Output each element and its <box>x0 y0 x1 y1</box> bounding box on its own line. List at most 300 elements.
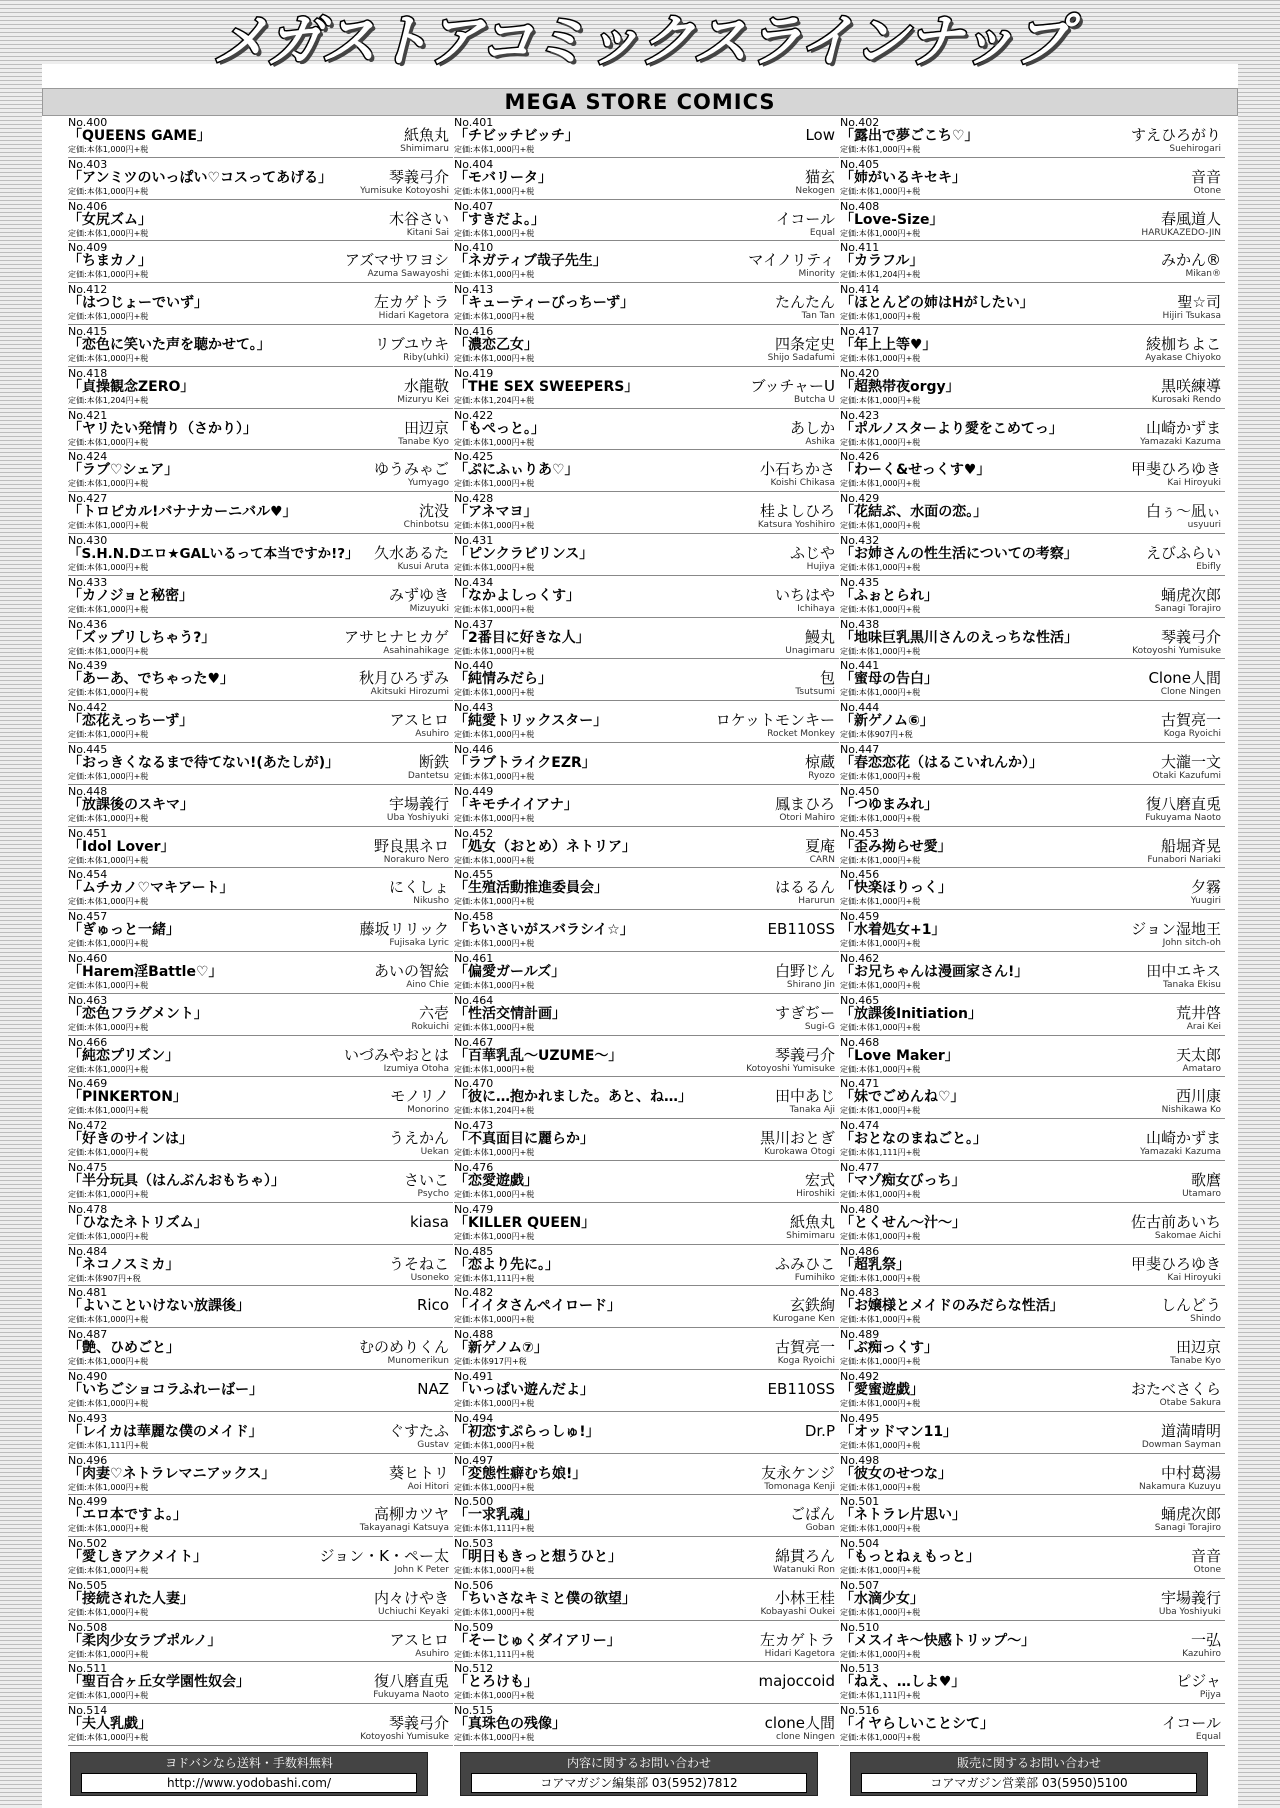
entry-author: はるるん <box>774 878 835 897</box>
entry-price: 定価:本体1,000円+税 <box>840 1273 921 1283</box>
entry-number: No.505 <box>68 1578 108 1592</box>
entry-author: 道満晴明 <box>1160 1421 1221 1440</box>
catalog-entry <box>840 827 1225 869</box>
entry-author: 西川康 <box>1175 1087 1221 1106</box>
entry-author-romaji: Rocket Monkey <box>767 729 835 740</box>
entry-price: 定価:本体1,000円+税 <box>454 1607 535 1617</box>
entry-price: 定価:本体1,000円+税 <box>840 1398 921 1408</box>
catalog-entry <box>840 1370 1225 1412</box>
catalog-entry <box>454 1621 839 1663</box>
catalog-entry <box>68 910 453 952</box>
entry-title: 「よいこといけない放課後」 <box>68 1298 250 1315</box>
entry-author: みかん® <box>1160 251 1221 270</box>
entry-author: 秋月ひろずみ <box>358 669 449 688</box>
entry-number: No.465 <box>840 993 880 1007</box>
entry-author-romaji: Kobayashi Oukei <box>760 1606 835 1617</box>
entry-author: 天太郎 <box>1175 1045 1221 1064</box>
entry-title: 「はつじょーでいず」 <box>68 295 208 312</box>
catalog-entry <box>454 868 839 910</box>
entry-title: 「ぷにふぃりあ♡」 <box>454 462 579 479</box>
entry-number: No.460 <box>68 951 108 965</box>
entry-price: 定価:本体1,000円+税 <box>68 479 149 489</box>
entry-number: No.512 <box>454 1662 494 1676</box>
entry-author-romaji: Hiroshiki <box>796 1188 835 1199</box>
entry-title: 「とくせん～汁～」 <box>840 1214 966 1231</box>
entry-author-romaji: Asahinahikage <box>383 645 449 656</box>
entry-number: No.402 <box>840 116 880 129</box>
footer-content-inquiry <box>460 1752 818 1796</box>
catalog-entry <box>454 1161 839 1203</box>
entry-author: 猫玄 <box>804 167 835 186</box>
catalog-entry <box>68 492 453 534</box>
entry-author-romaji: Shimimaru <box>400 144 449 154</box>
entry-author-romaji: Azuma Sawayoshi <box>367 269 449 280</box>
footer-url[interactable]: http://www.yodobashi.com/ <box>81 1773 417 1793</box>
entry-price: 定価:本体1,000円+税 <box>68 1398 149 1408</box>
entry-author: みずゆき <box>388 585 449 604</box>
footer-heading: 販売に関するお問い合わせ <box>956 1756 1101 1770</box>
catalog-entry <box>68 450 453 492</box>
entry-author-romaji: Ayakase Chiyoko <box>1145 352 1221 363</box>
entry-author-romaji: Tanaka Ekisu <box>1163 979 1221 990</box>
entry-author: 白野じん <box>774 961 835 980</box>
entry-number: No.495 <box>840 1411 880 1425</box>
entry-author-romaji: Koga Ryoichi <box>777 1356 835 1367</box>
entry-author-romaji: Pijya <box>1199 1690 1221 1701</box>
entry-author: kiasa <box>409 1212 449 1231</box>
entry-price: 定価:本体1,000円+税 <box>454 1315 535 1325</box>
entry-number: No.435 <box>840 575 880 589</box>
entry-title: 「純愛トリックスター」 <box>454 713 608 730</box>
entry-number: No.502 <box>68 1537 108 1551</box>
entry-price: 定価:本体1,000円+税 <box>454 145 535 154</box>
catalog-entry <box>454 1245 839 1287</box>
entry-price: 定価:本体1,000円+税 <box>840 980 921 990</box>
catalog-entry <box>454 1077 839 1119</box>
entry-author-romaji: Otone <box>1193 1565 1221 1576</box>
entry-author-romaji: Hujiya <box>806 561 835 572</box>
catalog-entry <box>68 534 453 576</box>
entry-author: 琴義弓介 <box>388 1714 449 1733</box>
catalog-entry <box>840 1203 1225 1245</box>
entry-author: 六壱 <box>418 1003 449 1022</box>
entry-number: No.485 <box>454 1244 494 1258</box>
catalog-entry <box>840 701 1225 743</box>
entry-price: 定価:本体1,111円+税 <box>68 1440 149 1450</box>
entry-title: 「恋愛遊戯」 <box>454 1172 538 1189</box>
entry-price: 定価:本体1,000円+税 <box>840 1649 921 1659</box>
entry-author-romaji: Takayanagi Katsuya <box>359 1523 449 1534</box>
entry-price: 定価:本体1,204円+税 <box>454 395 535 405</box>
entry-author: 田中エキス <box>1146 961 1221 980</box>
entry-price: 定価:本体1,000円+税 <box>454 1733 535 1743</box>
entry-price: 定価:本体1,000円+税 <box>68 1148 149 1158</box>
entry-author-romaji: Goban <box>805 1523 835 1534</box>
entry-title: 「愛しきアクメイト」 <box>68 1549 208 1566</box>
entry-author-romaji: Asuhiro <box>415 729 449 740</box>
entry-title: 「純情みだら」 <box>454 671 552 688</box>
entry-author-romaji: Kotoyoshi Yumisuke <box>1132 645 1221 656</box>
entry-author-romaji: Mikan® <box>1185 269 1221 280</box>
catalog-entry <box>840 1579 1225 1621</box>
catalog-entry <box>68 1704 453 1746</box>
entry-number: No.431 <box>454 533 494 547</box>
entry-number: No.500 <box>454 1495 494 1509</box>
entry-author-romaji: Kitani Sai <box>406 227 449 238</box>
catalog-entry <box>840 1412 1225 1454</box>
entry-number: No.474 <box>840 1119 880 1133</box>
entry-author: 白ぅ～凪ぃ <box>1145 502 1221 521</box>
catalog-entry <box>840 1704 1225 1746</box>
catalog-entry <box>68 701 453 743</box>
entry-title: 「メスイキ～快感トリップ～」 <box>840 1632 1036 1649</box>
entry-author-romaji: Otori Mahiro <box>779 812 835 823</box>
entry-author: 琴義弓介 <box>1160 627 1221 646</box>
entry-author-romaji: Clone Ningen <box>1160 687 1221 698</box>
entry-title: 「放課後Initiation」 <box>840 1005 982 1022</box>
entry-number: No.509 <box>454 1620 494 1634</box>
entry-number: No.429 <box>840 492 880 506</box>
entry-author: 聖☆司 <box>1177 293 1221 312</box>
entry-price: 定価:本体1,000円+税 <box>840 813 921 823</box>
entry-number: No.403 <box>68 157 108 171</box>
entry-title: 「恋花えっちーず」 <box>68 713 194 730</box>
catalog-entry <box>454 367 839 409</box>
entry-number: No.452 <box>454 826 494 840</box>
footer-heading: ヨドバシなら送料・手数料無料 <box>165 1756 333 1770</box>
entry-price: 定価:本体1,000円+税 <box>840 312 921 322</box>
entry-author-romaji: Sanagi Torajiro <box>1154 1523 1221 1534</box>
entry-price: 定価:本体1,000円+税 <box>68 353 149 363</box>
entry-author-romaji: Hijiri Tsukasa <box>1162 311 1221 322</box>
catalog-entry <box>840 1454 1225 1496</box>
entry-author-romaji: Utamaro <box>1182 1188 1221 1199</box>
entry-price: 定価:本体1,000円+税 <box>840 646 921 656</box>
entry-title: 「夫人乳戯」 <box>68 1716 152 1733</box>
entry-number: No.454 <box>68 868 108 882</box>
entry-number: No.507 <box>840 1578 880 1592</box>
catalog-entry <box>454 1537 839 1579</box>
entry-author-romaji: Kotoyoshi Yumisuke <box>746 1063 835 1074</box>
entry-price: 定価:本体1,000円+税 <box>68 437 149 447</box>
entry-author: 紙魚丸 <box>403 126 449 144</box>
entry-author-romaji: Izumiya Otoha <box>383 1063 449 1074</box>
catalog-entry <box>454 200 839 242</box>
entry-author: いちはや <box>774 585 835 604</box>
entry-price: 定価:本体1,000円+税 <box>68 1566 149 1576</box>
entry-title: 「年上上等♥」 <box>840 336 937 353</box>
entry-author-romaji: Amataro <box>1182 1063 1221 1074</box>
entry-author: アスヒロ <box>389 711 449 730</box>
catalog-entry <box>454 1328 839 1370</box>
entry-author: 音音 <box>1190 167 1221 186</box>
entry-number: No.448 <box>68 784 108 798</box>
entry-number: No.482 <box>454 1286 494 1300</box>
entry-author-romaji: Tan Tan <box>801 311 835 322</box>
entry-title: 「百華乳乱～UZUME～」 <box>454 1047 623 1064</box>
entry-price: 定価:本体1,000円+税 <box>840 353 921 363</box>
catalog-entry <box>454 492 839 534</box>
entry-author: 山崎かずま <box>1145 1129 1221 1148</box>
entry-author: 包 <box>819 669 835 688</box>
entry-price: 定価:本体1,000円+税 <box>454 980 535 990</box>
entry-author: 友永ケンジ <box>761 1463 835 1482</box>
entry-price: 定価:本体1,000円+税 <box>68 1733 149 1743</box>
entry-title: 「艶、ひめごと」 <box>68 1340 180 1357</box>
entry-author: ごばん <box>789 1505 835 1524</box>
entry-price: 定価:本体1,000円+税 <box>68 1315 149 1325</box>
entry-title: 「姉がいるキセキ」 <box>840 169 966 186</box>
entry-author: 小石ちかさ <box>759 460 835 479</box>
entry-title: 「水着処女+1」 <box>840 922 946 939</box>
entry-number: No.437 <box>454 617 494 631</box>
entry-title: 「女尻ズム」 <box>68 211 152 228</box>
entry-author-romaji: Rokuichi <box>411 1021 449 1032</box>
entry-author: 水龍敬 <box>403 376 449 395</box>
entry-title: 「露出で夢ごこち♡」 <box>840 128 979 144</box>
entry-price: 定価:本体1,000円+税 <box>454 1022 535 1032</box>
entry-title: 「初恋すぷらっしゅ!」 <box>454 1423 600 1440</box>
entry-price: 定価:本体1,000円+税 <box>840 1440 921 1450</box>
entry-title: 「カラフル」 <box>840 253 924 270</box>
entry-author-romaji: Uba Yoshiyuki <box>386 812 449 823</box>
catalog-entry <box>68 367 453 409</box>
entry-title: 「恋色に笑いた声を聴かせて。」 <box>68 336 271 353</box>
entry-author: 荒井啓 <box>1175 1003 1221 1022</box>
entry-price: 定価:本体1,000円+税 <box>454 562 535 572</box>
catalog-entry <box>454 827 839 869</box>
entry-price: 定価:本体1,204円+税 <box>68 395 149 405</box>
catalog-entry <box>840 785 1225 827</box>
entry-number: No.501 <box>840 1495 880 1509</box>
entry-number: No.408 <box>840 199 880 213</box>
entry-author: むのめりくん <box>358 1338 449 1357</box>
entry-author: 蛹虎次郎 <box>1160 585 1221 604</box>
entry-price: 定価:本体1,000円+税 <box>454 270 535 280</box>
entry-author: 桂よしひろ <box>759 502 835 521</box>
entry-number: No.516 <box>840 1704 880 1718</box>
catalog-entry <box>840 618 1225 660</box>
catalog-entry <box>68 952 453 994</box>
entry-author: 玄鉄絢 <box>789 1296 835 1315</box>
catalog-entry <box>454 1203 839 1245</box>
entry-author-romaji: Ashika <box>805 436 835 447</box>
entry-price: 定価:本体1,000円+税 <box>840 1064 921 1074</box>
entry-author-romaji: usyuuri <box>1187 520 1221 531</box>
catalog-entry <box>68 158 453 200</box>
entry-title: 「ひなたネトリズム」 <box>68 1214 208 1231</box>
entry-price: 定価:本体1,000円+税 <box>840 1315 921 1325</box>
entry-author-romaji: Dowman Sayman <box>1141 1439 1221 1450</box>
catalog-entry <box>840 241 1225 283</box>
entry-author: 中村葛湯 <box>1160 1463 1221 1482</box>
entry-author: 大瀧一文 <box>1160 752 1221 771</box>
entry-author: 野良黒ネロ <box>373 836 449 855</box>
entry-author: Dr.P <box>804 1421 835 1440</box>
entry-author: NAZ <box>417 1379 449 1398</box>
entry-author: ブッチャーU <box>750 376 835 395</box>
entry-author: うえかん <box>388 1129 449 1148</box>
catalog-entry <box>840 1537 1225 1579</box>
entry-price: 定価:本体1,000円+税 <box>454 1398 535 1408</box>
entry-title: 「妹でごめんね♡」 <box>840 1089 965 1106</box>
entry-title: 「チビッチビッチ」 <box>454 128 579 144</box>
entry-author-romaji: Fukuyama Naoto <box>373 1690 449 1701</box>
entry-number: No.450 <box>840 784 880 798</box>
entry-number: No.407 <box>454 199 494 213</box>
entry-price: 定価:本体1,000円+税 <box>68 771 149 781</box>
entry-price: 定価:本体1,000円+税 <box>840 437 921 447</box>
entry-title: 「Harem淫Battle♡」 <box>68 963 223 980</box>
entry-author: 一弘 <box>1190 1630 1221 1649</box>
entry-author-romaji: Uchiuchi Keyaki <box>377 1606 449 1617</box>
entry-number: No.449 <box>454 784 494 798</box>
entry-title: 「2番目に好きな人」 <box>454 629 590 646</box>
entry-title: 「超熱帯夜orgy」 <box>840 378 960 395</box>
entry-author: 小林王桂 <box>774 1588 835 1607</box>
entry-number: No.455 <box>454 868 494 882</box>
entry-number: No.504 <box>840 1537 880 1551</box>
entry-price: 定価:本体1,204円+税 <box>840 270 921 280</box>
entry-price: 定価:本体1,000円+税 <box>840 1524 921 1534</box>
entry-number: No.464 <box>454 993 494 1007</box>
entry-author: アサヒナヒカゲ <box>343 627 449 646</box>
catalog-entry <box>68 827 453 869</box>
entry-price: 定価:本体1,000円+税 <box>454 521 535 531</box>
entry-author-romaji: Mizuyuki <box>409 603 449 614</box>
entry-author: あしか <box>789 418 835 437</box>
entry-title: 「カノジョと秘密」 <box>68 587 194 604</box>
entry-number: No.401 <box>454 116 494 129</box>
entry-price: 定価:本体1,000円+税 <box>68 1231 149 1241</box>
entry-price: 定価:本体1,000円+税 <box>68 312 149 322</box>
catalog-entry <box>68 1621 453 1663</box>
entry-number: No.514 <box>68 1704 108 1718</box>
entry-number: No.441 <box>840 659 880 673</box>
catalog-column-2 <box>454 116 839 1749</box>
entry-title: 「Love-Size」 <box>840 211 944 228</box>
catalog-entry <box>454 409 839 451</box>
entry-number: No.409 <box>68 241 108 255</box>
entry-title: 「純恋プリズン」 <box>68 1047 180 1064</box>
entry-number: No.513 <box>840 1662 880 1676</box>
entry-author: あいの智絵 <box>373 961 449 980</box>
entry-author: 鰻丸 <box>804 627 835 646</box>
entry-author: イコール <box>775 209 835 228</box>
catalog-entry <box>840 450 1225 492</box>
entry-author-romaji: Funabori Nariaki <box>1147 854 1221 865</box>
entry-title: 「超乳祭」 <box>840 1256 910 1273</box>
catalog-entry <box>840 158 1225 200</box>
entry-author: 断鉄 <box>418 752 449 771</box>
entry-author: ジョン・K・ペー太 <box>319 1547 449 1566</box>
entry-number: No.405 <box>840 157 880 171</box>
entry-author-romaji: Nekogen <box>795 185 835 196</box>
entry-author-romaji: Suehirogari <box>1169 144 1221 154</box>
entry-title: 「ラブトライクEZR」 <box>454 754 596 771</box>
entry-author-romaji: Usoneko <box>410 1272 449 1283</box>
catalog-entry <box>840 200 1225 242</box>
contact-footer <box>70 1752 1210 1796</box>
catalog-column-1 <box>68 116 453 1749</box>
entry-title: 「エロ本ですよ。」 <box>68 1507 187 1524</box>
entry-number: No.406 <box>68 199 108 213</box>
entry-author: 椋蔵 <box>804 752 835 771</box>
entry-title: 「すきだよ。」 <box>454 211 545 228</box>
entry-author: clone人間 <box>764 1714 835 1733</box>
entry-author: 四条定史 <box>774 334 835 353</box>
entry-price: 定価:本体1,000円+税 <box>454 730 535 740</box>
entry-title: 「イイタさんペイロード」 <box>454 1298 622 1315</box>
entry-author: 葵ヒトリ <box>388 1463 449 1482</box>
entry-author: 佐古前あいち <box>1130 1212 1221 1231</box>
catalog-entry <box>454 1286 839 1328</box>
entry-title: 「恋色フラグメント」 <box>68 1005 208 1022</box>
entry-number: No.459 <box>840 910 880 924</box>
entry-author: 宇場義行 <box>1160 1588 1221 1607</box>
entry-author-romaji: Uba Yoshiyuki <box>1158 1606 1221 1617</box>
entry-title: 「地味巨乳黒川さんのえっちな性活」 <box>840 629 1078 646</box>
entry-author-romaji: Akitsuki Hirozumi <box>370 687 449 698</box>
entry-number: No.467 <box>454 1035 494 1049</box>
catalog-entry <box>68 1537 453 1579</box>
entry-price: 定価:本体1,000円+税 <box>68 1524 149 1534</box>
catalog-entry <box>454 618 839 660</box>
entry-author: 復八磨直兎 <box>1145 794 1221 813</box>
entry-author: EB110SS <box>767 1379 835 1398</box>
entry-number: No.456 <box>840 868 880 882</box>
catalog-entry <box>454 325 839 367</box>
entry-title: 「レイカは華麗な僕のメイド」 <box>68 1423 263 1440</box>
entry-author-romaji: Unagimaru <box>785 645 835 656</box>
entry-author-romaji: clone Ningen <box>776 1732 835 1743</box>
entry-number: No.479 <box>454 1202 494 1216</box>
entry-author-romaji: Asuhiro <box>415 1648 449 1659</box>
entry-author: ふみひこ <box>774 1254 835 1273</box>
entry-title: 「QUEENS GAME」 <box>68 128 211 144</box>
entry-author: 古賀亮一 <box>1160 711 1221 730</box>
entry-title: 「ネガティブ哉子先生」 <box>454 253 607 270</box>
entry-number: No.481 <box>68 1286 108 1300</box>
entry-author: リブユウキ <box>374 334 449 353</box>
entry-title: 「ちいさなキミと僕の欲望」 <box>454 1590 636 1607</box>
catalog-entry <box>68 1077 453 1119</box>
entry-author-romaji: Hidari Kagetora <box>378 311 449 322</box>
catalog-entry <box>68 576 453 618</box>
entry-title: 「ポルノスターより愛をこめてっ」 <box>840 420 1063 437</box>
entry-number: No.412 <box>68 283 108 297</box>
entry-author-romaji: Kurogane Ken <box>772 1314 835 1325</box>
entry-title: 「いちごショコラふれーばー」 <box>68 1381 264 1398</box>
entry-author: EB110SS <box>767 920 835 939</box>
entry-author-romaji: Watanuki Ron <box>773 1565 835 1576</box>
catalog-entry <box>68 1495 453 1537</box>
entry-author-romaji: Shijo Sadafumi <box>767 352 835 363</box>
catalog-entry <box>840 868 1225 910</box>
entry-number: No.430 <box>68 533 108 547</box>
catalog-entry <box>840 994 1225 1036</box>
entry-number: No.424 <box>68 450 108 464</box>
entry-title: 「新ゲノム⑦」 <box>454 1340 548 1357</box>
catalog-entry <box>68 659 453 701</box>
catalog-entry <box>454 1119 839 1161</box>
entry-author-romaji: John sitch-oh <box>1162 938 1221 949</box>
catalog-entry <box>840 576 1225 618</box>
entry-number: No.506 <box>454 1578 494 1592</box>
entry-price: 定価:本体1,111円+税 <box>454 1273 535 1283</box>
entry-author-romaji: Yamazaki Kazuma <box>1140 436 1221 447</box>
entry-author-romaji: John K Peter <box>394 1565 449 1576</box>
